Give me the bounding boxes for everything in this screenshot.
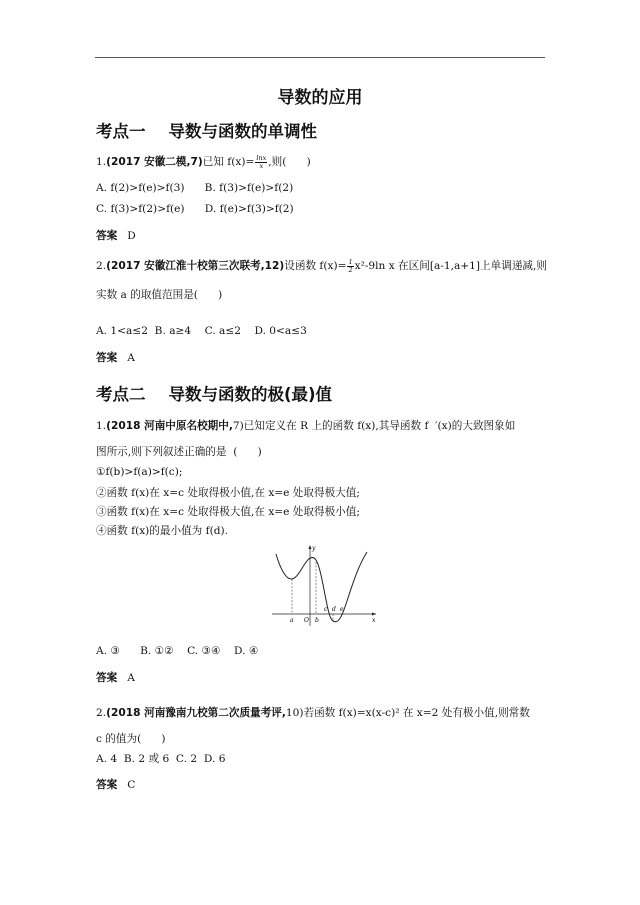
section2-heading: 考点二 导数与函数的极(最)值 bbox=[96, 385, 333, 404]
frac-denominator: x bbox=[259, 161, 264, 170]
q-number: 2. bbox=[96, 260, 107, 272]
q-text-tail: x²-9ln x 在区间[a-1,a+1]上单调递减,则 bbox=[354, 260, 547, 272]
frac-denominator: 2 bbox=[348, 265, 353, 274]
answer-value: A bbox=[127, 672, 135, 684]
s1-q1-options-row1: A. f(2)>f(e)>f(3) B. f(3)>f(e)>f(2) bbox=[96, 182, 294, 194]
answer-label: 答案 bbox=[96, 779, 118, 791]
s2-q2-stem bbox=[96, 705, 530, 720]
s2-q2-line2: c 的值为( ) bbox=[96, 733, 166, 745]
s2-q1-stem bbox=[96, 418, 515, 433]
frac-numerator: lnx bbox=[256, 153, 267, 162]
q-number: 1. bbox=[96, 420, 107, 432]
s1-q1-options-row2: C. f(3)>f(2)>f(e) D. f(e)>f(3)>f(2) bbox=[96, 203, 294, 215]
answer-value: C bbox=[127, 779, 136, 791]
answer-value: D bbox=[127, 230, 136, 242]
f-prime-curve bbox=[276, 552, 367, 622]
q-text: 10)若函数 f(x)=x(x-c)² 在 x=2 处有极小值,则常数 bbox=[285, 707, 530, 719]
answer-label: 答案 bbox=[96, 230, 118, 242]
answer-label: 答案 bbox=[96, 352, 118, 364]
s2-q1-item1: ①f(b)>f(a)>f(c); bbox=[96, 466, 183, 478]
header-rule bbox=[95, 57, 545, 58]
label-c: c bbox=[324, 606, 328, 613]
q-source: (2018 河南中原名校期中, bbox=[106, 420, 233, 432]
s1-q2-stem bbox=[96, 258, 547, 274]
q-text: 7)已知定义在 R 上的函数 f(x),其导函数 f ′(x)的大致图象如 bbox=[232, 420, 516, 432]
section1-heading: 考点一 导数与函数的单调性 bbox=[96, 122, 317, 141]
label-o: O bbox=[304, 617, 309, 624]
label-e: e bbox=[340, 606, 344, 613]
s2-q1-item3: ③函数 f(x)在 x=c 处取得极大值,在 x=e 处取得极小值; bbox=[96, 506, 360, 518]
s1-q2-options: A. 1<a≤2 B. a≥4 C. a≤2 D. 0<a≤3 bbox=[96, 325, 307, 337]
s2-q1-line2: 图所示,则下列叙述正确的是 ( ) bbox=[96, 446, 262, 458]
label-a: a bbox=[290, 617, 294, 624]
derivative-graph bbox=[270, 542, 380, 626]
answer-value: A bbox=[127, 352, 135, 364]
s2-q1-item2: ②函数 f(x)在 x=c 处取得极小值,在 x=e 处取得极大值; bbox=[96, 487, 360, 499]
q-number: 1. bbox=[96, 156, 107, 168]
s2-q1-options: A. ③ B. ①② C. ③④ D. ④ bbox=[96, 645, 259, 657]
s1-q1-answer bbox=[96, 228, 136, 243]
q-source: (2017 安徽二模,7) bbox=[106, 156, 203, 168]
s1-q1-stem bbox=[96, 154, 311, 170]
label-b: b bbox=[315, 617, 319, 624]
fraction bbox=[255, 155, 267, 170]
q-text: 已知 f(x)= bbox=[202, 156, 255, 168]
q-source: (2017 安徽江淮十校第三次联考,12) bbox=[106, 260, 285, 272]
s2-q1-item4: ④函数 f(x)的最小值为 f(d). bbox=[96, 525, 228, 537]
s2-q2-options: A. 4 B. 2 或 6 C. 2 D. 6 bbox=[96, 753, 226, 765]
x-axis-arrow bbox=[372, 613, 376, 616]
answer-label: 答案 bbox=[96, 672, 118, 684]
q-text-tail: ,则( ) bbox=[268, 156, 311, 168]
q-number: 2. bbox=[96, 707, 107, 719]
q-text: 设函数 f(x)= bbox=[284, 260, 347, 272]
label-d: d bbox=[332, 606, 336, 613]
fraction bbox=[347, 259, 353, 274]
label-y: y bbox=[312, 545, 316, 552]
label-x: x bbox=[372, 617, 376, 624]
s2-q2-answer bbox=[96, 777, 135, 792]
s2-q1-answer bbox=[96, 670, 135, 685]
frac-numerator: 1 bbox=[348, 257, 353, 266]
s1-q2-line2: 实数 a 的取值范围是( ) bbox=[96, 289, 223, 301]
s1-q2-answer bbox=[96, 350, 135, 365]
q-source: (2018 河南豫南九校第二次质量考评, bbox=[106, 707, 286, 719]
page-title: 导数的应用 bbox=[277, 88, 363, 108]
